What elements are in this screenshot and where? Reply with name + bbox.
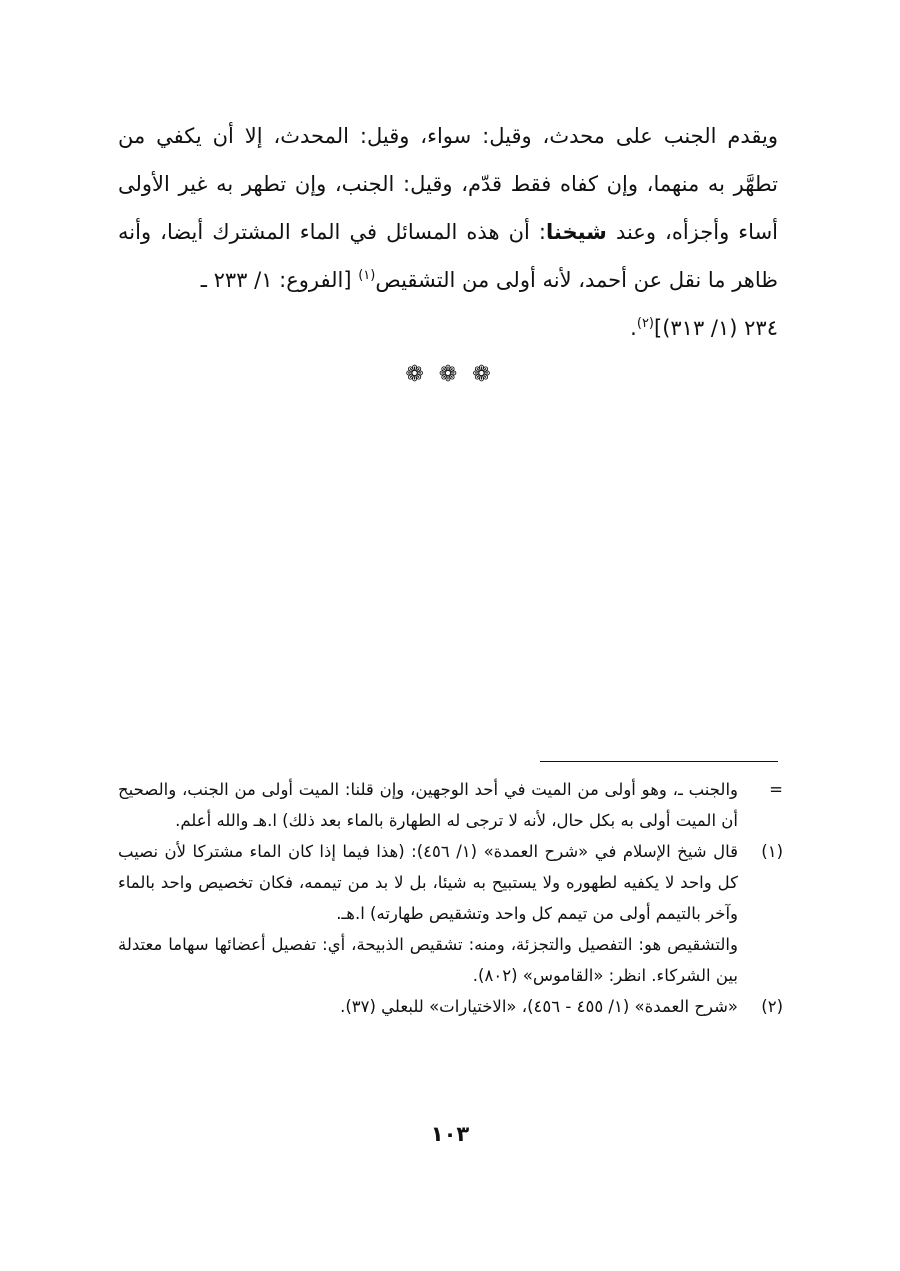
continuation-marker: = xyxy=(769,780,783,799)
main-text xyxy=(118,112,778,352)
section-divider-ornaments: ❁ ❁ ❁ xyxy=(405,362,495,387)
footnote-1 xyxy=(118,836,783,929)
footnote-2 xyxy=(118,991,783,1022)
footnote-1-marker: (١) xyxy=(761,842,783,861)
text-segment: . xyxy=(630,316,637,340)
footnotes-section xyxy=(118,774,783,1022)
bold-term: شيخنا xyxy=(546,220,607,244)
footnote-ref-1[interactable]: (١) xyxy=(358,268,376,283)
page-number: ١٠٣ xyxy=(430,1122,470,1146)
footnote-text: قال شيخ الإسلام في «شرح العمدة» (١/ ٤٥٦): (هذا فيما إذا كان الماء مشتركا لأن نصيب كل واحد لا يكفيه لطهوره ولا يستبيح به شيئا، بل لا بد من تيممه، فكان تخصيص واحد بالماء وآخر بالتيمم أولى من تيمم كل واحد وتشقيص طهارته) ا.هـ. xyxy=(118,842,738,923)
footnote-1-continued xyxy=(118,929,783,991)
text-segment: ويقدم الجنب على محدث، وقيل: سواء، وقيل: المحدث، إلا أن يكفي من تطهَّر به منهما، وإن كفاه فقط قدّم، وقيل: الجنب، وإن تطهر به غير الأولى أساء وأجزأه، وعند xyxy=(118,124,778,244)
citation-text: ٢٣٤ (١/ ٣١٣)] xyxy=(654,316,778,340)
main-paragraph-end xyxy=(118,304,778,352)
main-paragraph xyxy=(118,112,778,304)
footnote-text: «شرح العمدة» (١/ ٤٥٥ - ٤٥٦)، «الاختيارات» للبعلي (٣٧). xyxy=(340,997,738,1016)
footnote-text: والتشقيص هو: التفصيل والتجزئة، ومنه: تشقيص الذبيحة، أي: تفصيل أعضائها سهاما معتدلة بين الشركاء. انظر: «القاموس» (٨٠٢). xyxy=(118,935,738,985)
text-segment: : أن هذه المسائل في الماء المشترك أيضا، وأنه ظاهر ما نقل عن أحمد، لأنه أولى من التشقيص xyxy=(118,220,778,292)
footnote-2-marker: (٢) xyxy=(761,997,783,1016)
citation-text: [الفروع: ١/ ٢٣٣ ـ xyxy=(200,268,359,292)
footnote-ref-2[interactable]: (٢) xyxy=(636,316,654,331)
footnote-separator-line xyxy=(540,761,778,762)
footnote-text: والجنب ـ، وهو أولى من الميت في أحد الوجهين، وإن قلنا: الميت أولى من الجنب، والصحيح أن الميت أولى به بكل حال، لأنه لا ترجى له الطهارة بالماء بعد ذلك) ا.هـ والله أعلم. xyxy=(118,780,738,830)
footnote-continuation xyxy=(118,774,783,836)
